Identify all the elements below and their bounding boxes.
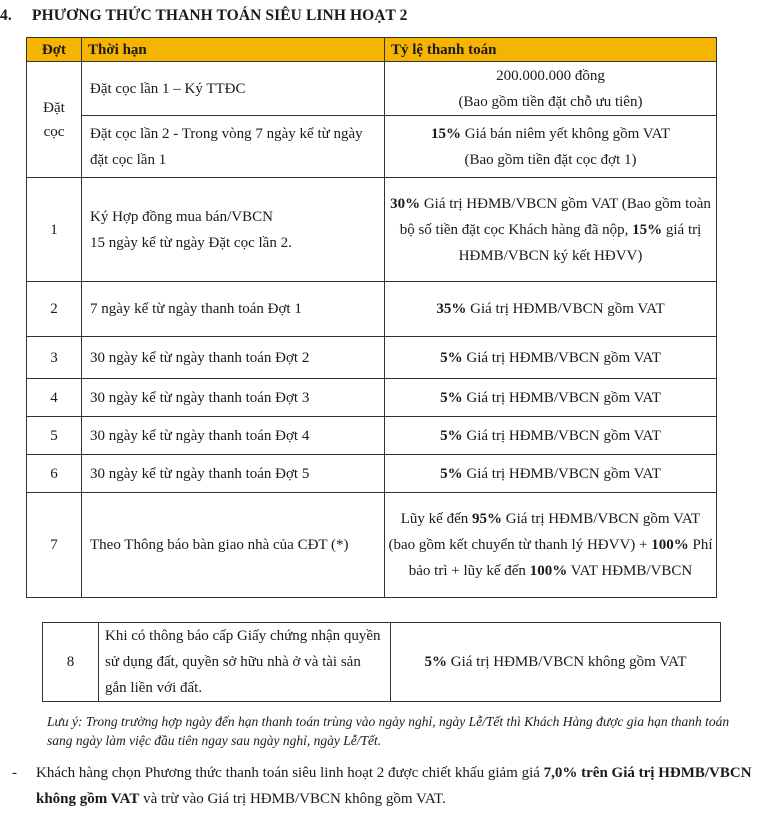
row4-rate [385, 379, 717, 417]
row3-rate [385, 337, 717, 379]
section-number: 4. [0, 7, 12, 24]
deposit2-rate [385, 116, 717, 178]
row1-rate-text: Giá trị HĐMB/VBCN gồm VAT (Bao gồm toàn bộ số tiền đặt cọc Khách hàng đã nộp, [399, 195, 711, 238]
deposit1-rate [385, 62, 717, 116]
row7-rate [385, 493, 717, 598]
table-row [27, 282, 717, 337]
deposit1-rate-amount: 200.000.000 đồng [496, 67, 605, 84]
bullet-text-1: Khách hàng chọn Phương thức thanh toán siêu linh hoạt 2 được chiết khấu giảm giá [36, 765, 544, 781]
row5-rate-text: Giá trị HĐMB/VBCN gồm VAT [462, 427, 661, 444]
payment-schedule-table [26, 37, 717, 598]
row8-rate-text: Giá trị HĐMB/VBCN không gồm VAT [447, 654, 687, 670]
row1-term [82, 178, 385, 282]
section-heading [0, 7, 408, 25]
row5-rate-percent: 5% [440, 427, 463, 444]
bullet-bold-text: 7,0% trên Giá trị HĐMB/VBCN không gồm VAT [36, 765, 752, 807]
row7-rate-text-1: Lũy kế đến [400, 511, 472, 527]
row7-rate-percent-1: 95% [472, 511, 502, 527]
deposit-label: Đặt cọc [43, 99, 65, 140]
deposit2-rate-text: Giá bán niêm yết không gồm VAT [460, 125, 670, 142]
table-row [43, 623, 721, 702]
row1-term-line2: 15 ngày kể từ ngày Đặt cọc lần 2. [90, 234, 292, 251]
row4-rate-text: Giá trị HĐMB/VBCN gồm VAT [462, 389, 661, 406]
row1-rate-percent-2: 15% [632, 221, 663, 238]
row2-term: 7 ngày kể từ ngày thanh toán Đợt 1 [82, 282, 385, 337]
row3-rate-text: Giá trị HĐMB/VBCN gồm VAT [462, 349, 661, 366]
row2-rate [385, 282, 717, 337]
deposit2-term: Đặt cọc lần 2 - Trong vòng 7 ngày kể từ ngày đặt cọc lần 1 [82, 116, 385, 178]
deposit-phase-cell [27, 62, 82, 178]
row6-rate-text: Giá trị HĐMB/VBCN gồm VAT [462, 465, 661, 482]
row3-term: 30 ngày kể từ ngày thanh toán Đợt 2 [82, 337, 385, 379]
phase-number: 5 [27, 417, 82, 455]
table-row [27, 337, 717, 379]
row5-rate [385, 417, 717, 455]
deposit2-rate-note: (Bao gồm tiền đặt cọc đợt 1) [464, 151, 637, 168]
header-phase: Đợt [27, 38, 82, 62]
row6-rate-percent: 5% [440, 465, 463, 482]
payment-note: Lưu ý: Trong trường hợp ngày đến hạn thanh toán trùng vào ngày nghỉ, ngày Lễ/Tết thì Khách Hàng được gia hạn thanh toán sang ngày làm việc đầu tiên ngay sau ngày nghỉ, ngày Lễ/Tết. [47, 714, 730, 748]
table-row [27, 417, 717, 455]
deposit1-rate-note: (Bao gồm tiền đặt chỗ ưu tiên) [458, 93, 643, 110]
row1-rate-text-2: giá trị HĐMB/VBCN ký kết HĐVV) [458, 221, 702, 264]
deposit1-term: Đặt cọc lần 1 – Ký TTĐC [82, 62, 385, 116]
row4-term: 30 ngày kể từ ngày thanh toán Đợt 3 [82, 379, 385, 417]
table-row [27, 493, 717, 598]
row8-rate-percent: 5% [424, 654, 448, 670]
row4-rate-percent: 5% [440, 389, 463, 406]
phase-number: 3 [27, 337, 82, 379]
row7-rate-text-2: Giá trị HĐMB/VBCN gồm VAT (bao gồm kết chuyển từ thanh lý HĐVV) + [388, 511, 701, 553]
row7-rate-text-4: VAT HĐMB/VBCN [567, 563, 693, 579]
table-row [27, 62, 717, 116]
row3-rate-percent: 5% [440, 349, 463, 366]
row7-rate-text-3: Phí bảo trì + lũy kế đến [408, 537, 713, 579]
table-row [27, 116, 717, 178]
header-rate: Tỷ lệ thanh toán [385, 38, 717, 62]
header-term: Thời hạn [82, 38, 385, 62]
row7-term: Theo Thông báo bàn giao nhà của CĐT (*) [82, 493, 385, 598]
row8-rate [391, 623, 721, 702]
row2-rate-percent: 35% [436, 301, 467, 317]
phase-number: 8 [43, 623, 99, 702]
bullet-text-2: và trừ vào Giá trị HĐMB/VBCN không gồm VAT. [139, 791, 446, 807]
row7-rate-percent-3: 100% [529, 563, 568, 579]
phase-number: 7 [27, 493, 82, 598]
row1-rate-percent: 30% [390, 195, 421, 212]
phase-number: 2 [27, 282, 82, 337]
table-row [27, 455, 717, 493]
row7-rate-percent-2: 100% [651, 537, 689, 553]
phase-number: 1 [27, 178, 82, 282]
deposit2-rate-percent: 15% [430, 125, 461, 142]
discount-bullet [12, 760, 752, 812]
table-row [27, 178, 717, 282]
payment-schedule-table-continued [42, 622, 721, 702]
row6-rate [385, 455, 717, 493]
row8-term: Khi có thông báo cấp Giấy chứng nhận quyền sử dụng đất, quyền sở hữu nhà ở và tài sản gắn liền với đất. [99, 623, 391, 702]
row6-term: 30 ngày kể từ ngày thanh toán Đợt 5 [82, 455, 385, 493]
phase-number: 4 [27, 379, 82, 417]
row5-term: 30 ngày kể từ ngày thanh toán Đợt 4 [82, 417, 385, 455]
phase-number: 6 [27, 455, 82, 493]
bullet-dash: - [12, 765, 17, 781]
row2-rate-text: Giá trị HĐMB/VBCN gồm VAT [466, 301, 665, 317]
row1-term-line1: Ký Hợp đồng mua bán/VBCN [90, 208, 273, 225]
table-header-row [27, 38, 717, 62]
row1-rate [385, 178, 717, 282]
table-row [27, 379, 717, 417]
section-title: PHƯƠNG THỨC THANH TOÁN SIÊU LINH HOẠT 2 [32, 7, 408, 24]
